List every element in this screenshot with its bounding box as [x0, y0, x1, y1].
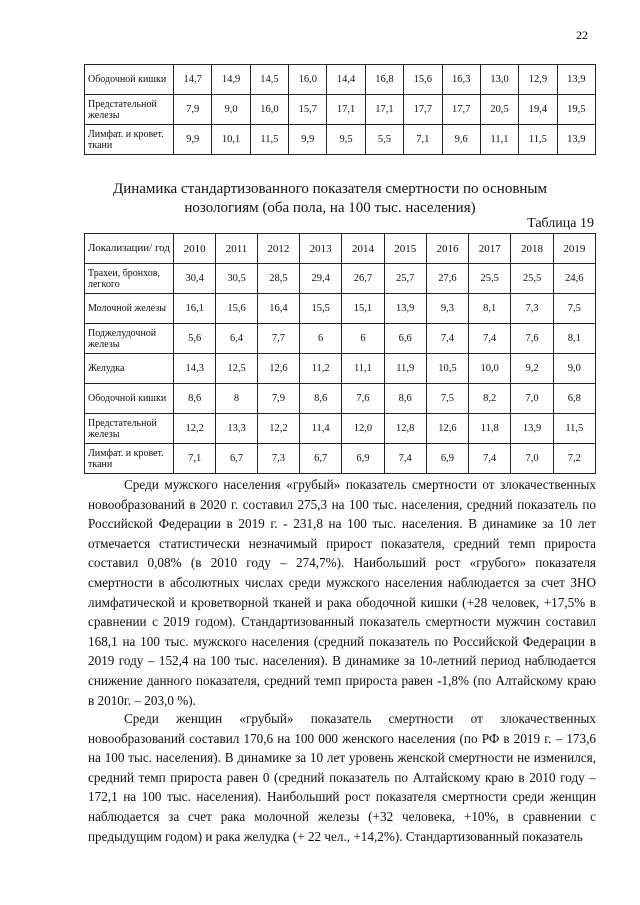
table-cell: 14,9 [212, 65, 250, 95]
table-cell: 12,2 [257, 414, 299, 444]
table-cell: 19,5 [557, 95, 595, 125]
row-label: Лимфат. и кровет. ткани [85, 444, 174, 474]
table-row [85, 384, 596, 414]
table-cell: 6,6 [384, 324, 426, 354]
year-header: 2012 [257, 234, 299, 264]
table-cell: 6,9 [342, 444, 384, 474]
table-cell: 30,4 [174, 264, 216, 294]
table-cell: 14,3 [174, 354, 216, 384]
table-cell: 11,8 [469, 414, 511, 444]
table-cell: 11,1 [480, 125, 518, 155]
year-header: 2011 [216, 234, 258, 264]
table-cell: 7,5 [426, 384, 468, 414]
table-cell: 5,5 [365, 125, 403, 155]
table-cell: 24,6 [553, 264, 595, 294]
row-label: Ободочной кишки [85, 65, 174, 95]
table-19 [84, 233, 596, 474]
table-row [85, 354, 596, 384]
table-cell: 27,6 [426, 264, 468, 294]
table-cell: 20,5 [480, 95, 518, 125]
table-cell: 15,1 [342, 294, 384, 324]
table-cell: 13,9 [384, 294, 426, 324]
table-cell: 29,4 [300, 264, 342, 294]
table-row [85, 294, 596, 324]
table-cell: 13,9 [557, 125, 595, 155]
row-label: Молочной железы [85, 294, 174, 324]
table-cell: 9,6 [442, 125, 480, 155]
table-row [85, 65, 596, 95]
table-cell: 9,5 [327, 125, 365, 155]
year-header: 2017 [469, 234, 511, 264]
table-cell: 11,5 [553, 414, 595, 444]
table-cell: 7,6 [342, 384, 384, 414]
table-cell: 8,1 [469, 294, 511, 324]
table-row [85, 264, 596, 294]
table-cell: 9,0 [553, 354, 595, 384]
table-cell: 16,1 [174, 294, 216, 324]
table-cell: 14,5 [250, 65, 288, 95]
table-cell: 9,2 [511, 354, 553, 384]
table-cell: 16,8 [365, 65, 403, 95]
table-cell: 16,0 [250, 95, 288, 125]
table-row [85, 95, 596, 125]
table-cell: 11,1 [342, 354, 384, 384]
table-row [85, 324, 596, 354]
table-cell: 8,2 [469, 384, 511, 414]
table-heading-line-2: нозологиям (оба пола, на 100 тыс. населения) [184, 200, 476, 216]
year-header: 2014 [342, 234, 384, 264]
table-cell: 28,5 [257, 264, 299, 294]
year-header: 2016 [426, 234, 468, 264]
table-cell: 7,7 [257, 324, 299, 354]
table-cell: 17,7 [442, 95, 480, 125]
table-heading-line-1: Динамика стандартизованного показателя смертности по основным [112, 181, 547, 197]
table-cell: 30,5 [216, 264, 258, 294]
year-header: 2015 [384, 234, 426, 264]
year-header: 2019 [553, 234, 595, 264]
table-cell: 26,7 [342, 264, 384, 294]
row-label: Предстательной железы [85, 414, 174, 444]
table-cell: 6,7 [300, 444, 342, 474]
table-row [85, 444, 596, 474]
table-cell: 17,1 [365, 95, 403, 125]
table-cell: 7,3 [511, 294, 553, 324]
table-header-row [85, 234, 596, 264]
row-label: Желудка [85, 354, 174, 384]
table-cell: 11,9 [384, 354, 426, 384]
table-cell: 6,8 [553, 384, 595, 414]
table-cell: 7,4 [469, 324, 511, 354]
paragraph-male-mortality: Среди мужского населения «грубый» показатель смертности от злокачественных новообразований в 2020 г. составил 275,3 на 100 тыс. населения, средний показатель по Российской Федерации в 2019 г. - 231,8 на 100 тыс. населения. В динамике за 10 лет отмечается статистически незначимый прирост показателя, средний темп прироста составил 0,08% (в 2010 году – 274,7%). Наибольший рост «грубого» показателя смертности в абсолютных числах среди мужского населения наблюдается за счет ЗНО лимфатической и кроветворной тканей и рака ободочной кишки (+28 человек, +17,5% в сравнении с 2019 годом). Стандартизованный показатель смертности мужчин составил 168,1 на 100 тыс. мужского населения (средний показатель по Российской Федерации в 2019 году – 152,4 на 100 тыс. населения). В динамике за 10-летний период наблюдается снижение данного показателя, средний темп прироста равен -1,8% (по Алтайскому краю в 2010г. – 203,0 %). [88, 477, 596, 708]
table-cell: 6 [342, 324, 384, 354]
table-cell: 6,4 [216, 324, 258, 354]
table-cell: 6,9 [426, 444, 468, 474]
row-label: Предстательной железы [85, 95, 174, 125]
table-cell: 15,6 [216, 294, 258, 324]
table-cell: 15,5 [300, 294, 342, 324]
year-header: 2010 [174, 234, 216, 264]
table-cell: 10,1 [212, 125, 250, 155]
table-cell: 15,7 [289, 95, 327, 125]
top-table [84, 64, 596, 155]
year-header: 2013 [300, 234, 342, 264]
table-cell: 7,9 [174, 95, 212, 125]
table-cell: 14,7 [174, 65, 212, 95]
table-cell: 11,2 [300, 354, 342, 384]
table-cell: 25,5 [511, 264, 553, 294]
table-cell: 13,0 [480, 65, 518, 95]
table-cell: 13,9 [557, 65, 595, 95]
table-cell: 10,5 [426, 354, 468, 384]
table-cell: 12,2 [174, 414, 216, 444]
table-cell: 13,9 [511, 414, 553, 444]
table-cell: 7,9 [257, 384, 299, 414]
table-cell: 16,3 [442, 65, 480, 95]
table-cell: 6,7 [216, 444, 258, 474]
table-cell: 11,5 [519, 125, 557, 155]
table-row [85, 414, 596, 444]
year-header: 2018 [511, 234, 553, 264]
table-cell: 7,0 [511, 444, 553, 474]
table-cell: 7,4 [469, 444, 511, 474]
table-cell: 17,7 [404, 95, 442, 125]
table-cell: 9,9 [174, 125, 212, 155]
table-cell: 12,0 [342, 414, 384, 444]
table-cell: 12,6 [426, 414, 468, 444]
table-cell: 8,6 [384, 384, 426, 414]
table-cell: 7,4 [384, 444, 426, 474]
table-cell: 16,0 [289, 65, 327, 95]
page-number: 22 [576, 28, 588, 42]
table-caption: Таблица 19 [527, 216, 594, 231]
table-cell: 7,1 [174, 444, 216, 474]
row-label: Поджелудочной железы [85, 324, 174, 354]
table-cell: 8 [216, 384, 258, 414]
table-cell: 12,5 [216, 354, 258, 384]
table-cell: 9,9 [289, 125, 327, 155]
table-cell: 16,4 [257, 294, 299, 324]
table-cell: 11,4 [300, 414, 342, 444]
table-cell: 15,6 [404, 65, 442, 95]
table-cell: 10,0 [469, 354, 511, 384]
table-cell: 9,0 [212, 95, 250, 125]
table-cell: 7,6 [511, 324, 553, 354]
table-cell: 25,5 [469, 264, 511, 294]
table-cell: 7,2 [553, 444, 595, 474]
table-cell: 7,4 [426, 324, 468, 354]
paragraph-female-mortality: Среди женщин «грубый» показатель смертности от злокачественных новообразований составил 170,6 на 100 000 женского населения (по РФ в 2019 г. – 173,6 на 100 тыс. населения). В динамике за 10 лет уровень женской смертности не изменился, средний темп прироста равен 0 (средний показатель по Алтайскому краю в 2010 году – 172,1 на 100 тыс. населения). Наибольший рост показателя смертности среди женщин наблюдается за счет рака молочной железы (+32 человека, +10%, в сравнении с предыдущим годом) и рака желудка (+ 22 чел., +14,2%). Стандартизованный показатель [88, 711, 596, 844]
table-cell: 9,3 [426, 294, 468, 324]
table-cell: 13,3 [216, 414, 258, 444]
table-row [85, 125, 596, 155]
row-label: Ободочной кишки [85, 384, 174, 414]
table-cell: 6 [300, 324, 342, 354]
table-cell: 11,5 [250, 125, 288, 155]
row-label: Лимфат. и кровет. ткани [85, 125, 174, 155]
table-cell: 12,8 [384, 414, 426, 444]
table-cell: 17,1 [327, 95, 365, 125]
header-label: Локализации/ год [85, 234, 174, 264]
table-cell: 8,1 [553, 324, 595, 354]
table-cell: 12,9 [519, 65, 557, 95]
table-cell: 8,6 [300, 384, 342, 414]
table-cell: 12,6 [257, 354, 299, 384]
table-cell: 7,3 [257, 444, 299, 474]
table-cell: 19,4 [519, 95, 557, 125]
table-cell: 14,4 [327, 65, 365, 95]
table-cell: 7,0 [511, 384, 553, 414]
table-cell: 8,6 [174, 384, 216, 414]
table-cell: 7,1 [404, 125, 442, 155]
table-cell: 7,5 [553, 294, 595, 324]
table-cell: 5,6 [174, 324, 216, 354]
row-label: Трахеи, бронхов, легкого [85, 264, 174, 294]
table-cell: 25,7 [384, 264, 426, 294]
